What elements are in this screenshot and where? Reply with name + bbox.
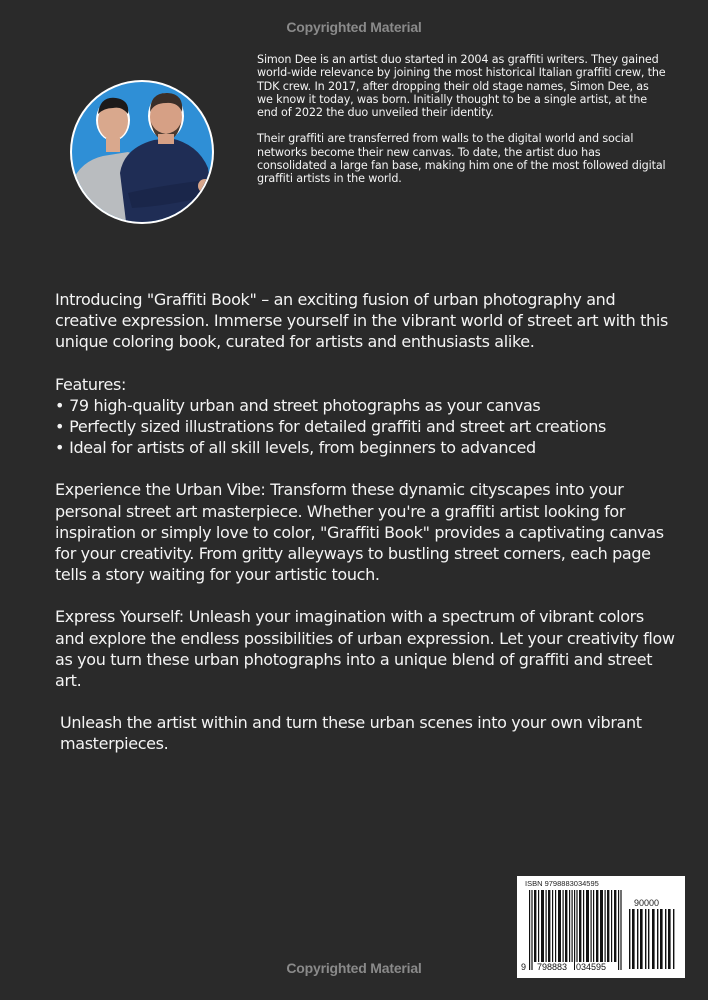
author-photo	[58, 68, 228, 228]
barcode-digit-first: 9	[521, 962, 527, 972]
feature-item: • Ideal for artists of all skill levels, from beginners to advanced	[55, 438, 536, 458]
express-paragraph: Express Yourself: Unleash your imagination with a spectrum of vibrant colors and explore the endless possibilities of urban expression. Let your creativity flow as you turn these urban photographs into a unique blend of graffiti and street art.	[55, 607, 675, 691]
outro-paragraph: Unleash the artist within and turn these urban scenes into your own vibrant masterpieces.	[60, 713, 642, 754]
feature-item: • 79 high-quality urban and street photographs as your canvas	[55, 395, 541, 415]
copyright-watermark-bottom: Copyrighted Material	[286, 960, 422, 976]
experience-paragraph: Experience the Urban Vibe: Transform these dynamic cityscapes into your personal street art masterpiece. Whether you're a graffiti artist looking for inspiration or simply love to color, "Graffiti Book" provides a captivating canvas for your creativity. From gritty alleyways to bustling street corners, each page tells a story waiting for your artistic touch.	[55, 480, 664, 585]
bullet-icon: •	[55, 438, 65, 458]
isbn-label: ISBN 9798883034595	[525, 879, 599, 888]
price-code: 90000	[634, 898, 660, 908]
book-description	[55, 289, 675, 776]
feature-item: • Perfectly sized illustrations for detailed graffiti and street art creations	[55, 417, 607, 437]
bio-paragraph: Simon Dee is an artist duo started in 2004 as graffiti writers. They gained world-wide relevance by joining the most historical Italian graffiti crew, the TDK crew. In 2017, after dropping their old stage names, Simon Dee, as we know it today, was born. Initially thought to be a single artist, at the end of 2022 the duo unveiled their identity.	[257, 53, 666, 120]
author-bio	[257, 53, 667, 199]
intro-paragraph: Introducing "Graffiti Book" – an exciting fusion of urban photography and creative expression. Immerse yourself in the vibrant world of street art with this unique coloring book, curated for artists and enthusiasts alike.	[55, 290, 668, 352]
barcode-digits-left: 798883	[537, 962, 568, 972]
bullet-icon: •	[55, 417, 65, 437]
barcode-digits-right: 034595	[576, 962, 607, 972]
copyright-watermark-top: Copyrighted Material	[286, 19, 422, 35]
features-heading: Features:	[55, 374, 127, 394]
bio-paragraph: Their graffiti are transferred from walls to the digital world and social networks become their new canvas. To date, the artist duo has consolidated a large fan base, making him one of the most followed digital graffiti artists in the world.	[257, 132, 666, 186]
author-duo-photo-icon	[58, 68, 228, 228]
features-list	[55, 395, 675, 459]
bullet-icon: •	[55, 395, 65, 415]
ean13-barcode-icon	[529, 890, 623, 970]
